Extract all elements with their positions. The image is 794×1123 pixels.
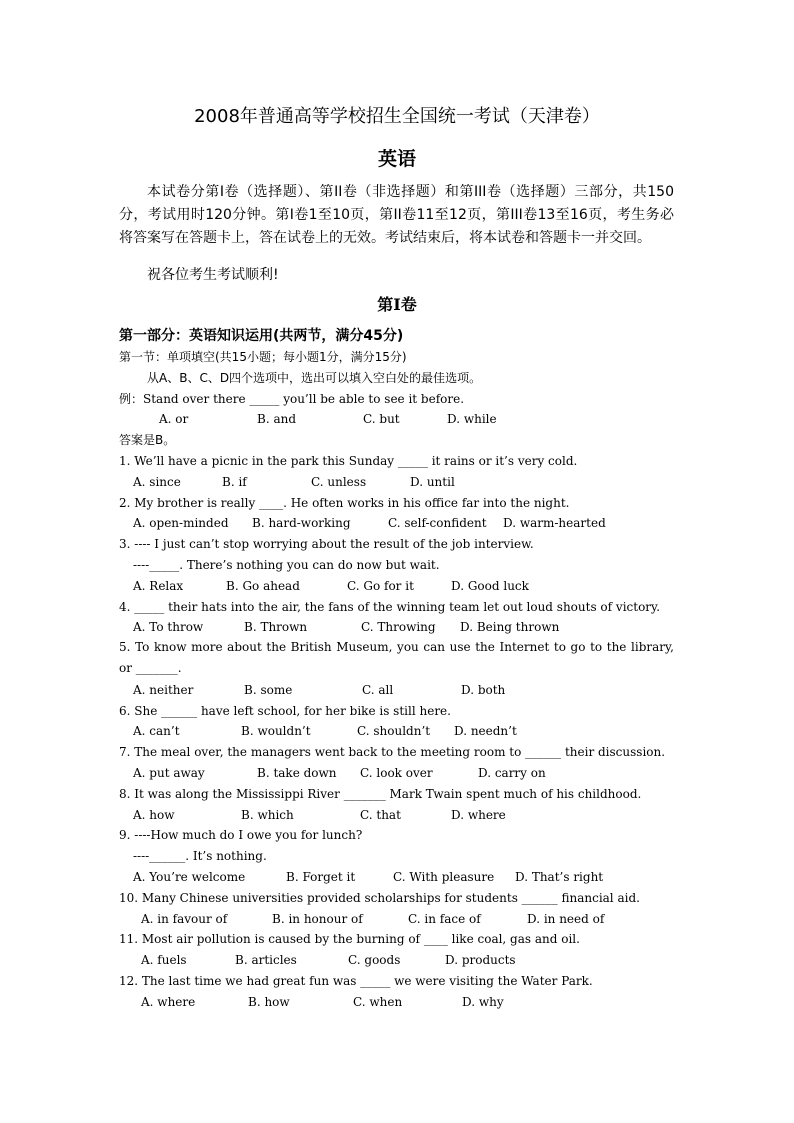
question-4-stem: 4. _____ their hats into the air, the fans of the winning team let out loud shouts of victory. bbox=[119, 600, 661, 614]
example-option-c: C. but bbox=[363, 412, 400, 426]
question-12-stem: 12. The last time we had great fun was _____ we were visiting the Water Park. bbox=[119, 974, 593, 988]
question-11-option-d: D. products bbox=[445, 953, 516, 967]
question-5-option-d: D. both bbox=[461, 683, 506, 697]
question-9-option-d: D. That’s right bbox=[515, 870, 604, 884]
question-4-option-a: A. To throw bbox=[133, 620, 204, 634]
exam-subject: 英语 bbox=[377, 148, 416, 170]
section1-title: 第一节：单项填空(共15小题；每小题1分，满分15分) bbox=[119, 350, 407, 364]
question-2-option-b: B. hard-working bbox=[252, 516, 351, 530]
exam-title: 2008年普通高等学校招生全国统一考试（天津卷） bbox=[194, 106, 600, 127]
question-5-option-c: C. all bbox=[362, 683, 394, 697]
question-10-option-c: C. in face of bbox=[408, 912, 481, 926]
question-10-option-d: D. in need of bbox=[527, 912, 605, 926]
question-9-option-c: C. With pleasure bbox=[393, 870, 495, 884]
question-3-stem: 3. ---- I just can’t stop worrying about the result of the job interview. bbox=[119, 537, 534, 551]
question-2-stem: 2. My brother is really ____. He often works in his office far into the night. bbox=[119, 496, 570, 510]
question-7-option-b: B. take down bbox=[257, 766, 337, 780]
question-1-stem: 1. We’ll have a picnic in the park this Sunday _____ it rains or it’s very cold. bbox=[119, 454, 578, 468]
question-8-option-a: A. how bbox=[133, 808, 175, 822]
question-5-stem: 5. To know more about the British Museum, you can use the Internet to go to the library, or _______. bbox=[119, 640, 674, 675]
question-9-option-a: A. You’re welcome bbox=[133, 870, 246, 884]
question-12-option-a: A. where bbox=[141, 995, 196, 1009]
question-5-option-b: B. some bbox=[244, 683, 293, 697]
question-11-option-c: C. goods bbox=[348, 953, 401, 967]
question-11-option-a: A. fuels bbox=[141, 953, 187, 967]
question-9-option-b: B. Forget it bbox=[286, 870, 356, 884]
question-8-option-c: C. that bbox=[360, 808, 401, 822]
question-9-stem: 9. ----How much do I owe you for lunch? bbox=[119, 828, 363, 842]
question-3-option-a: A. Relax bbox=[133, 579, 184, 593]
question-1-option-b: B. if bbox=[222, 475, 247, 489]
section1-instruction: 从A、B、C、D四个选项中，选出可以填入空白处的最佳选项。 bbox=[147, 371, 482, 385]
question-11-option-b: B. articles bbox=[235, 953, 297, 967]
question-4-option-d: D. Being thrown bbox=[460, 620, 560, 634]
question-1-option-a: A. since bbox=[133, 475, 181, 489]
example-option-d: D. while bbox=[447, 412, 497, 426]
example-option-a: A. or bbox=[159, 412, 189, 426]
question-5-option-a: A. neither bbox=[133, 683, 194, 697]
question-6-option-b: B. wouldn’t bbox=[241, 724, 311, 738]
example-stem: 例：Stand over there _____ you’ll be able to see it before. bbox=[119, 392, 465, 406]
question-2-option-c: C. self-confident bbox=[388, 516, 487, 530]
question-6-option-d: D. needn’t bbox=[454, 724, 517, 738]
question-10-option-b: B. in honour of bbox=[272, 912, 363, 926]
question-8-option-d: D. where bbox=[451, 808, 506, 822]
question-3-option-b: B. Go ahead bbox=[226, 579, 300, 593]
question-8-stem: 8. It was along the Mississippi River _______ Mark Twain spent much of his childhood. bbox=[119, 787, 642, 801]
question-9-stem-reply: ----______. It’s nothing. bbox=[133, 849, 267, 863]
question-4-option-c: C. Throwing bbox=[361, 620, 436, 634]
question-6-option-c: C. shouldn’t bbox=[357, 724, 431, 738]
example-option-b: B. and bbox=[257, 412, 297, 426]
question-2-option-d: D. warm-hearted bbox=[503, 516, 606, 530]
question-2-option-a: A. open-minded bbox=[133, 516, 229, 530]
question-3-option-d: D. Good luck bbox=[451, 579, 529, 593]
question-7-option-d: D. carry on bbox=[478, 766, 546, 780]
question-7-option-a: A. put away bbox=[133, 766, 205, 780]
question-8-option-b: B. which bbox=[241, 808, 294, 822]
question-3-stem-reply: ----_____. There’s nothing you can do now but wait. bbox=[133, 558, 440, 572]
part1-title: 第一部分：英语知识运用(共两节，满分45分) bbox=[119, 328, 404, 344]
question-7-option-c: C. look over bbox=[360, 766, 433, 780]
volume-title: 第I卷 bbox=[377, 295, 417, 314]
question-3-option-c: C. Go for it bbox=[347, 579, 414, 593]
question-12-option-d: D. why bbox=[462, 995, 504, 1009]
question-12-option-b: B. how bbox=[248, 995, 290, 1009]
intro-wish: 祝各位考生考试顺利! bbox=[147, 267, 279, 283]
question-6-stem: 6. She ______ have left school, for her bike is still here. bbox=[119, 704, 451, 718]
question-11-stem: 11. Most air pollution is caused by the burning of ____ like coal, gas and oil. bbox=[119, 932, 580, 946]
question-4-option-b: B. Thrown bbox=[244, 620, 308, 634]
question-1-option-d: D. until bbox=[410, 475, 455, 489]
question-10-option-a: A. in favour of bbox=[141, 912, 228, 926]
question-12-option-c: C. when bbox=[353, 995, 403, 1009]
intro-paragraph: 本试卷分第I卷（选择题）、第II卷（非选择题）和第III卷（选择题）三部分，共150分，考试用时120分钟。第I卷1至10页，第II卷11至12页，第III卷13至16页，考生务必将答案写在答题卡上，答在试卷上的无效。考试结束后，将本试卷和答题卡一并交回。 bbox=[119, 184, 674, 246]
question-7-stem: 7. The meal over, the managers went back to the meeting room to ______ their discussion. bbox=[119, 745, 666, 759]
question-10-stem: 10. Many Chinese universities provided scholarships for students ______ financial aid. bbox=[119, 891, 640, 905]
question-6-option-a: A. can’t bbox=[133, 724, 180, 738]
example-answer: 答案是B。 bbox=[119, 433, 176, 447]
question-1-option-c: C. unless bbox=[311, 475, 367, 489]
